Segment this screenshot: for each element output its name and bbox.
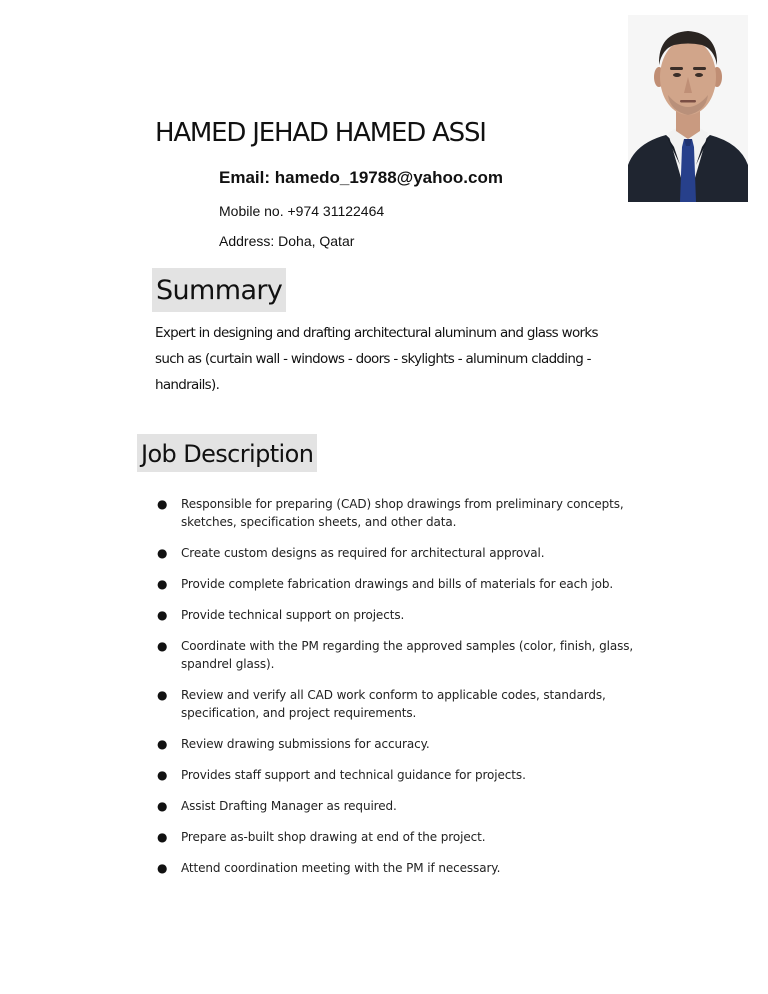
job-description-heading: Job Description xyxy=(137,434,317,472)
list-item xyxy=(157,544,677,562)
bullet-icon: ● xyxy=(157,830,168,844)
list-item xyxy=(157,575,677,593)
address-line: Address: Doha, Qatar xyxy=(219,233,355,249)
duty-text: Review and verify all CAD work conform to applicable codes, standards, specification, and project requirements. xyxy=(181,688,606,720)
bullet-icon: ● xyxy=(157,608,168,622)
duty-text: Prepare as-built shop drawing at end of the project. xyxy=(181,830,486,844)
portrait-illustration xyxy=(628,15,748,202)
email-line: Email: hamedo_19788@yahoo.com xyxy=(219,168,503,187)
bullet-icon: ● xyxy=(157,497,168,511)
duty-text: Provides staff support and technical guidance for projects. xyxy=(181,768,526,782)
bullet-icon: ● xyxy=(157,737,168,751)
mobile-line: Mobile no. +974 31122464 xyxy=(219,203,385,219)
profile-photo xyxy=(628,15,748,202)
list-item xyxy=(157,766,677,784)
duty-text: Responsible for preparing (CAD) shop drawings from preliminary concepts, sketches, specification sheets, and other data. xyxy=(181,497,624,529)
duty-text: Review drawing submissions for accuracy. xyxy=(181,737,430,751)
list-item xyxy=(157,686,677,722)
list-item xyxy=(157,735,677,753)
list-item xyxy=(157,797,677,815)
bullet-icon: ● xyxy=(157,799,168,813)
job-duties-list xyxy=(157,495,677,890)
summary-heading: Summary xyxy=(152,268,286,312)
bullet-icon: ● xyxy=(157,768,168,782)
duty-text: Provide technical support on projects. xyxy=(181,608,405,622)
duty-text: Coordinate with the PM regarding the approved samples (color, finish, glass, spandrel glass). xyxy=(181,639,634,671)
duty-text: Provide complete fabrication drawings and bills of materials for each job. xyxy=(181,577,614,591)
list-item xyxy=(157,606,677,624)
summary-text: Expert in designing and drafting architectural aluminum and glass works such as (curtain wall - windows - doors - skylights - aluminum cladding - handrails). xyxy=(155,325,598,393)
bullet-icon: ● xyxy=(157,546,168,560)
list-item xyxy=(157,637,677,673)
list-item xyxy=(157,828,677,846)
duty-text: Create custom designs as required for architectural approval. xyxy=(181,546,545,560)
bullet-icon: ● xyxy=(157,861,168,875)
list-item xyxy=(157,859,677,877)
duty-text: Attend coordination meeting with the PM if necessary. xyxy=(181,861,501,875)
list-item xyxy=(157,495,677,531)
duty-text: Assist Drafting Manager as required. xyxy=(181,799,397,813)
bullet-icon: ● xyxy=(157,577,168,591)
bullet-icon: ● xyxy=(157,639,168,653)
candidate-name: HAMED JEHAD HAMED ASSI xyxy=(155,118,486,148)
bullet-icon: ● xyxy=(157,688,168,702)
